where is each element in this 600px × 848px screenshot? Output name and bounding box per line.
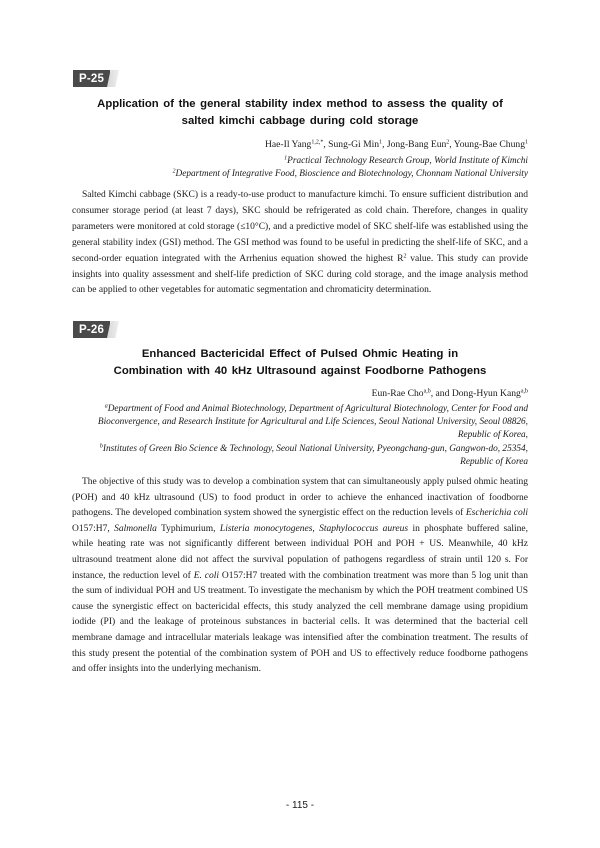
author-name: Hae-Il Yang — [264, 139, 312, 150]
affiliation-superscript: 1 — [284, 155, 288, 162]
affiliation-text: Republic of Korea — [460, 457, 528, 468]
affiliation-superscript: b — [99, 443, 103, 450]
affiliation-text: Department of Integrative Food, Bioscience and Biotechnology, Chonnam National University — [175, 169, 528, 179]
author-superscript: 2 — [446, 139, 450, 146]
title-line: Application of the general stability index method to assess the quality of — [97, 98, 503, 110]
abstract-body: Salted Kimchi cabbage (SKC) is a ready-to-use product to manufacture kimchi. To ensure sufficient distribution and consumer storage period (at least 7 days), SKC should be refrigerated as cold chain. Therefore, changes in quality parameters were monitored at cold storage (≤10°C), and a predictive model of SKC shelf-life was established using the general stability index (GSI) method. The GSI method was found to be useful in predicting the shelf-life of SKC, and a second-order equation integrated with the Arrhenius equation showed the highest $R^2$ value. This study can provide insights into quality assessment and shelf-life prediction of SKC during cold storage, and the image analysis method can be applied to other vegetables for automatic segmentation and chromaticity determination. — [72, 190, 528, 296]
title-line: salted kimchi cabbage during cold storage — [181, 115, 419, 127]
author-list: Eun-Rae Cho$^{a,b}$, and Dong-Hyun Kang$^{a,b}$ — [371, 388, 528, 399]
poster-tag-p25 — [73, 70, 119, 87]
abstract-title — [60, 346, 540, 380]
affiliation-superscript: a — [104, 403, 108, 410]
author-name: Jong-Bang Eun — [386, 139, 447, 150]
author-list: Hae-Il Yang$^{1,2,*}$, Sung-Gi Min$^1$, Jong-Bang Eun$^2$, Young-Bae Chung$^1$ — [264, 139, 528, 150]
affiliation-line — [78, 443, 528, 456]
superscript: 2 — [403, 253, 407, 260]
author-name: Dong-Hyun Kang — [451, 388, 521, 399]
author-superscript: a,b — [520, 388, 528, 395]
abstract-body: The objective of this study was to develop a combination system that can simultaneously apply pulsed ohmic heating (POH) and 40 kHz ultrasound (US) to food product in order to achieve the enhanced inactivation of foodborne pathogens. The developed combination system showed the synergistic effect on the reduction levels of Escherichia coli O157:H7, Salmonella Typhimurium, Listeria monocytogenes, Staphylococcus aureus in phosphate buffered saline, while heating rate was not significantly different between individual POH and POH + US. Meanwhile, 40 kHz ultrasound treatment alone did not affect the survival population of pathogens regardless of strain until 120 s. For instance, the reduction level of E. coli O157:H7 treated with the combination treatment was more than 5 log unit than the sum of individual POH and US treatment. To investigate the mechanism by which the POH treatment combined US cause the synergistic effect on bactericidal effects, this study analyzed the cell membrane damage using propidium iodide (PI) and the leakage of proteinous substances in bacterial cells. It was determined that the bacterial cell membrane damage and intracellular materials leakage was intensified after the combination treatment. The results of this study present the potential of the combination system of POH and US to effectively reduce foodborne pathogens and offer insights into the underlying mechanism. — [72, 477, 529, 675]
title-line: Combination with 40 kHz Ultrasound against Foodborne Pathogens — [113, 365, 487, 377]
species-name: E. coli — [193, 570, 219, 581]
species-name: Salmonella — [114, 523, 157, 534]
affiliation-line — [78, 429, 528, 442]
author-superscript: a,b — [423, 388, 431, 395]
affiliation-a — [78, 403, 528, 443]
author-superscript: 1 — [525, 139, 528, 146]
abstract-title — [60, 96, 540, 130]
affiliation-line — [78, 403, 528, 416]
affiliation-superscript: 2 — [172, 168, 176, 175]
page-number: - 115 - — [285, 800, 315, 811]
affiliation-line — [78, 456, 528, 469]
affiliation-text: Bioconvergence, and Research Institute for Agricultural and Life Sciences, Seoul National University, Seoul 08826, — [97, 417, 528, 428]
author-name: Young-Bae Chung — [453, 139, 525, 150]
title-line: Enhanced Bactericidal Effect of Pulsed Ohmic Heating in — [141, 348, 459, 360]
affiliation-text: Practical Technology Research Group, World Institute of Kimchi — [287, 156, 528, 166]
author-name: Eun-Rae Cho — [371, 388, 424, 399]
affiliation-text: Republic of Korea, — [457, 430, 528, 441]
species-name: Staphylococcus aureus — [319, 523, 409, 534]
species-name: Listeria monocytogenes — [219, 523, 313, 534]
affiliation-line — [173, 155, 528, 168]
affiliation-text: Institutes of Green Bio Science & Technology, Seoul National University, Pyeongchang-gun, Gangwon-do, 25354, — [102, 444, 528, 454]
poster-tag-p26 — [73, 321, 119, 338]
affiliation-b — [78, 443, 528, 469]
author-superscript: 1,2,* — [311, 139, 324, 146]
author-superscript: 1 — [379, 139, 383, 146]
species-name: Escherichia coli — [465, 508, 529, 519]
affiliation-list — [173, 155, 528, 181]
affiliation-text: Department of Food and Animal Biotechnology, Department of Agricultural Biotechnology, Center for Food and — [107, 404, 528, 414]
affiliation-line — [173, 168, 528, 181]
affiliation-line — [78, 416, 528, 429]
author-name: Sung-Gi Min — [328, 139, 380, 150]
poster-number: P-25 — [73, 70, 110, 87]
poster-number: P-26 — [73, 321, 110, 338]
